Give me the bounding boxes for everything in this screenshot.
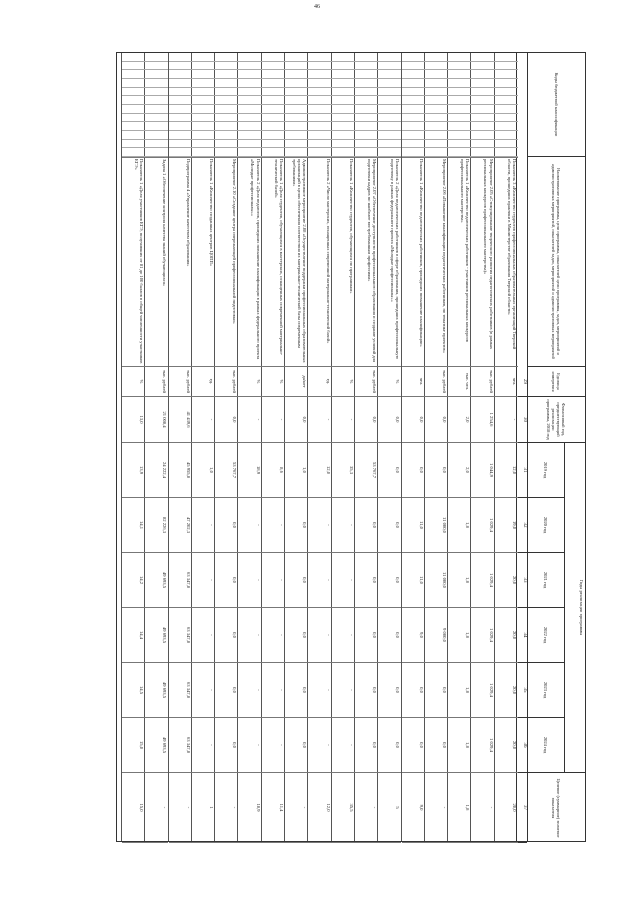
- row-base-value: 0,0: [215, 397, 238, 443]
- row-name: Мероприятие 2.06 «Повышение квалификации педагогических работников, по тематике проектов»: [425, 157, 448, 367]
- row-year-value: 20,0: [495, 663, 518, 718]
- row-year-value: -: [192, 718, 215, 773]
- row-year-value: 0,0: [355, 663, 378, 718]
- row-year-value: 0,0: [285, 608, 308, 663]
- row-year-value: -: [262, 718, 285, 773]
- row-year-value: 12,0: [495, 443, 518, 498]
- row-target-value: -: [425, 773, 448, 843]
- row-year-value: 2,0: [448, 443, 471, 498]
- row-name: Мероприятие 2.05 «Стимулирование творческого развития педагогических работников (в рамках региональных конкурсов профессионального мастерства)»: [471, 157, 494, 367]
- column-number: 34: [517, 608, 527, 663]
- row-codes: [238, 53, 261, 158]
- row-year-value: 1,0: [285, 443, 308, 498]
- budget-program-table: [116, 52, 586, 842]
- row-year-value: -: [262, 663, 285, 718]
- row-target-value: 1: [192, 773, 215, 843]
- row-year-value: 0,0: [378, 718, 401, 773]
- table-row: [401, 53, 425, 841]
- row-unit: чел.: [495, 367, 518, 397]
- row-codes: [169, 53, 192, 158]
- row-year-value: -: [238, 718, 261, 773]
- row-year-value: 0,0: [355, 608, 378, 663]
- row-codes: [425, 53, 448, 158]
- row-name: Административное мероприятие 2.08 «Осуществление поддержки профессиональных образовательных организаций в целях обеспечения соответствия их материально-технической базы современным требованиям»: [285, 157, 308, 367]
- row-year-value: -: [308, 718, 331, 773]
- row-year-value: -: [192, 553, 215, 608]
- row-unit: %: [238, 367, 261, 397]
- row-target-value: 5: [378, 773, 401, 843]
- table-row: [424, 53, 448, 841]
- row-year-value: 1,8: [448, 608, 471, 663]
- row-target-value: -: [145, 773, 168, 843]
- row-unit: %: [378, 367, 401, 397]
- row-target-value: -: [355, 773, 378, 843]
- row-year-value: -: [332, 608, 355, 663]
- row-year-value: 0,0: [355, 553, 378, 608]
- row-year-value: 0,0: [425, 663, 448, 718]
- row-codes: [448, 53, 471, 158]
- row-unit: ед.: [192, 367, 215, 397]
- row-year-value: 63 347,8: [169, 553, 192, 608]
- row-name: Показатель 1 «Количество педагогических работников - участников региональных конкурсов профессионального мастерства»: [448, 157, 471, 367]
- row-codes: [215, 53, 238, 158]
- row-name: Показатель 1 «Доля студентов, обучающихся в мастерских, оснащенных современной материально-технической базой»: [262, 157, 285, 367]
- row-year-value: 14,1: [122, 498, 145, 553]
- table-body: [116, 52, 518, 842]
- row-year-value: 0,0: [402, 443, 425, 498]
- row-year-value: -: [238, 608, 261, 663]
- row-year-value: -: [238, 553, 261, 608]
- row-year-value: 1,8: [448, 553, 471, 608]
- table-row: [237, 53, 261, 841]
- row-year-value: 8,6: [262, 443, 285, 498]
- row-year-value: -: [332, 553, 355, 608]
- row-unit: тыс. рублей: [425, 367, 448, 397]
- row-base-value: 1 254,6: [471, 397, 494, 443]
- row-year-value: 0,0: [215, 498, 238, 553]
- column-number: 29: [517, 367, 527, 397]
- row-base-value: 2,0: [448, 397, 471, 443]
- row-year-value: 0,0: [425, 718, 448, 773]
- row-target-value: 9,0: [402, 773, 425, 843]
- row-name: Задача 1 «Обеспечение контроля качества знаний обучающихся»: [145, 157, 168, 367]
- row-codes: [145, 53, 168, 158]
- row-year-value: 9,0: [402, 608, 425, 663]
- row-name: Подпрограмма 4 «Управление качеством образования»: [169, 157, 192, 367]
- row-year-value: 14,4: [122, 608, 145, 663]
- row-codes: [262, 53, 285, 158]
- row-codes: [471, 53, 494, 158]
- row-year-value: 14,2: [122, 553, 145, 608]
- header-year: 2021 год: [527, 553, 565, 608]
- row-year-value: 11 000,0: [425, 498, 448, 553]
- row-unit: чел.: [402, 367, 425, 397]
- page-number: 46: [314, 4, 320, 10]
- header-unit: Единица измерения: [527, 367, 585, 397]
- row-codes: [122, 53, 145, 158]
- row-codes: [285, 53, 308, 158]
- column-number: 30: [517, 397, 527, 443]
- row-year-value: -: [262, 553, 285, 608]
- column-number: 36: [517, 718, 527, 773]
- row-year-value: 0,0: [425, 443, 448, 498]
- row-year-value: 49 693,5: [145, 663, 168, 718]
- table-row: [494, 53, 518, 841]
- row-year-value: 1 029,4: [471, 608, 494, 663]
- table-row: [470, 53, 494, 841]
- header-base-year: Финансовый год, предшествующий реализации программы, 2018 год: [527, 397, 585, 443]
- header-year: 2022 год: [527, 608, 565, 663]
- header-years-label: Годы реализации программы: [579, 579, 584, 636]
- row-base-value: 0,0: [425, 397, 448, 443]
- row-year-value: 53 767,7: [215, 443, 238, 498]
- row-target-value: -: [285, 773, 308, 843]
- row-base-value: 0,0: [378, 397, 401, 443]
- row-year-value: 14,5: [122, 663, 145, 718]
- table-row: [354, 53, 378, 841]
- row-target-value: 12,0: [308, 773, 331, 843]
- row-year-value: -: [332, 498, 355, 553]
- row-year-value: 0,0: [285, 663, 308, 718]
- rotated-table-sheet: [116, 52, 586, 842]
- row-year-value: 35,3: [332, 443, 355, 498]
- row-year-value: -: [192, 498, 215, 553]
- row-unit: тыс. чел.: [448, 367, 471, 397]
- row-unit: тыс. рублей: [215, 367, 238, 397]
- row-year-value: 1 044,9: [471, 443, 494, 498]
- row-target-value: 18,9: [238, 773, 261, 843]
- row-year-value: 0,0: [285, 498, 308, 553]
- header-year: 2024 год: [527, 718, 565, 773]
- row-year-value: 63 347,8: [169, 663, 192, 718]
- row-unit: ед.: [308, 367, 331, 397]
- row-base-value: 21 008,4: [145, 397, 168, 443]
- row-year-value: -: [262, 498, 285, 553]
- header-year: 2023 год: [527, 663, 565, 718]
- row-year-value: 0,0: [378, 608, 401, 663]
- row-target-value: 20,0: [495, 773, 518, 843]
- row-name: Показатель 2 «Доля педагогических работников в сфере образования, прошедших профессиональную подготовку в рамках федерального проекта «Молодые профессионалы»»: [378, 157, 401, 367]
- row-year-value: 53 767,7: [355, 443, 378, 498]
- row-year-value: 0,0: [215, 553, 238, 608]
- row-name: Показатель 3 «Количество студентов профессиональных образовательных организаций Тверской области, прошедших практики в Министерстве образования Тверской области»: [495, 157, 518, 367]
- table-row: [191, 53, 215, 841]
- row-year-value: 0,0: [378, 443, 401, 498]
- row-unit: да/нет: [285, 367, 308, 397]
- row-base-value: -: [308, 397, 331, 443]
- header-target: Целевое (суммарное) значение показателя: [551, 778, 562, 838]
- row-base-value: 13,0: [122, 397, 145, 443]
- row-year-value: 1 029,4: [471, 553, 494, 608]
- row-year-value: 82 226,3: [145, 498, 168, 553]
- row-base-value: 41 439,6: [169, 397, 192, 443]
- row-codes: [332, 53, 355, 158]
- row-year-value: -: [238, 498, 261, 553]
- row-year-value: 49 693,5: [145, 553, 168, 608]
- row-target-value: 11,4: [262, 773, 285, 843]
- row-year-value: 1 029,4: [471, 718, 494, 773]
- table-row: [214, 53, 238, 841]
- row-year-value: 49 693,5: [145, 608, 168, 663]
- row-codes: [355, 53, 378, 158]
- header-codes: Коды бюджетной классификации: [527, 53, 585, 157]
- row-year-value: 49 693,5: [145, 718, 168, 773]
- row-codes: [402, 53, 425, 158]
- row-year-value: 19,0: [495, 498, 518, 553]
- row-year-value: -: [238, 663, 261, 718]
- column-number: 33: [517, 553, 527, 608]
- table-row: [284, 53, 308, 841]
- header-name: Наименование программы, цели программы, показателей цели программы, задач, мероприятий и административных мероприятий, показателей задач, мероприятий и административных мероприятий: [527, 157, 585, 367]
- column-number: 35: [517, 663, 527, 718]
- column-number: 32: [517, 498, 527, 553]
- header-year: 2020 год: [527, 498, 565, 553]
- row-year-value: -: [192, 663, 215, 718]
- row-codes: [192, 53, 215, 158]
- row-base-value: -: [192, 397, 215, 443]
- row-name: Показатель 2 «Доля педагогов, прошедших повышение квалификации в рамках федерального проекта «Молодые профессионалы»»: [238, 157, 261, 367]
- row-base-value: 0,0: [285, 397, 308, 443]
- row-codes: [495, 53, 518, 158]
- row-unit: %: [332, 367, 355, 397]
- row-year-value: 24 222,4: [145, 443, 168, 498]
- table-row: [331, 53, 355, 841]
- row-base-value: -: [262, 397, 285, 443]
- row-name: Показатель 1 «Количество студентов, обучающихся по программам»: [332, 157, 355, 367]
- row-unit: %: [122, 367, 145, 397]
- row-year-value: 9 000,0: [425, 608, 448, 663]
- row-target-value: 1,8: [448, 773, 471, 843]
- row-year-value: -: [332, 718, 355, 773]
- row-year-value: 0,0: [285, 553, 308, 608]
- row-base-value: -: [495, 397, 518, 443]
- row-year-value: 1,8: [448, 663, 471, 718]
- row-name: Мероприятие 2.07 «Обеспечение доступности профессионального образования и создание условий для подготовки кадров по наиболее востребованным профессиям»: [355, 157, 378, 367]
- row-unit: тыс. рублей: [471, 367, 494, 397]
- row-year-value: -: [308, 498, 331, 553]
- row-year-value: 20,0: [495, 718, 518, 773]
- row-name: Показатель 2 «Число мастерских, оснащенных современной материально-технической базой»: [308, 157, 331, 367]
- row-year-value: 0,0: [215, 608, 238, 663]
- row-base-value: 0,0: [355, 397, 378, 443]
- table-row: [307, 53, 331, 841]
- row-year-value: -: [192, 608, 215, 663]
- row-year-value: 0,0: [285, 718, 308, 773]
- row-name: Показатель 1 «Количество созданных центров ЦОПП»: [192, 157, 215, 367]
- row-year-value: 1,0: [192, 443, 215, 498]
- row-year-value: 0,0: [215, 663, 238, 718]
- header-year: 2019 год: [527, 443, 565, 498]
- row-year-value: 0,0: [215, 718, 238, 773]
- row-target-value: -: [169, 773, 192, 843]
- row-target-value: -: [471, 773, 494, 843]
- row-year-value: 15,0: [122, 718, 145, 773]
- row-name: Мероприятие 2.10 «Создание центра опережающей профессиональной подготовки»: [215, 157, 238, 367]
- row-year-value: 63 347,8: [169, 718, 192, 773]
- row-target-value: 15,0: [122, 773, 145, 843]
- row-target-value: 35,5: [332, 773, 355, 843]
- row-year-value: 1,8: [448, 718, 471, 773]
- column-number: 37: [517, 773, 527, 843]
- row-year-value: 0,0: [402, 663, 425, 718]
- row-year-value: 0,0: [378, 498, 401, 553]
- table-row: [447, 53, 471, 841]
- row-year-value: 1 029,4: [471, 663, 494, 718]
- row-year-value: 47 202,3: [169, 498, 192, 553]
- row-year-value: 11,0: [402, 553, 425, 608]
- row-year-value: 1,8: [448, 498, 471, 553]
- row-year-value: 0,0: [355, 498, 378, 553]
- row-year-value: 20,0: [495, 608, 518, 663]
- row-year-value: 1 029,4: [471, 498, 494, 553]
- row-base-value: -: [332, 397, 355, 443]
- row-name: Показатель 1 «Количество педагогических работников, прошедших повышение квалификации»: [402, 157, 425, 367]
- row-year-value: 13,9: [122, 443, 145, 498]
- table-row: [261, 53, 285, 841]
- row-unit: тыс. рублей: [355, 367, 378, 397]
- row-year-value: 20,0: [495, 553, 518, 608]
- row-year-value: -: [308, 553, 331, 608]
- row-year-value: -: [308, 663, 331, 718]
- row-year-value: 11 000,0: [425, 553, 448, 608]
- row-base-value: 0,0: [402, 397, 425, 443]
- row-year-value: 11,0: [402, 498, 425, 553]
- row-year-value: 45 955,8: [169, 443, 192, 498]
- row-year-value: 18,9: [238, 443, 261, 498]
- row-year-value: -: [262, 608, 285, 663]
- table-row: [377, 53, 401, 841]
- row-unit: тыс. рублей: [145, 367, 168, 397]
- row-year-value: 0,0: [402, 718, 425, 773]
- table-header: [527, 52, 586, 842]
- row-unit: тыс. рублей: [169, 367, 192, 397]
- row-unit: %: [262, 367, 285, 397]
- table-row: [121, 53, 145, 841]
- row-year-value: 0,0: [378, 553, 401, 608]
- row-year-value: -: [308, 608, 331, 663]
- table-row: [144, 53, 168, 841]
- row-year-value: -: [332, 663, 355, 718]
- row-codes: [378, 53, 401, 158]
- row-base-value: -: [238, 397, 261, 443]
- row-target-value: -: [215, 773, 238, 843]
- column-number: 31: [517, 443, 527, 498]
- table-row: [168, 53, 192, 841]
- row-year-value: 0,0: [378, 663, 401, 718]
- row-name: Показатель 1 «Доля участников ЕГЭ, получивших от 81 до 100 баллов в общей численности участников ЕГЭ»: [122, 157, 145, 367]
- row-year-value: 12,0: [308, 443, 331, 498]
- row-year-value: 63 347,8: [169, 608, 192, 663]
- row-year-value: 0,0: [355, 718, 378, 773]
- row-codes: [308, 53, 331, 158]
